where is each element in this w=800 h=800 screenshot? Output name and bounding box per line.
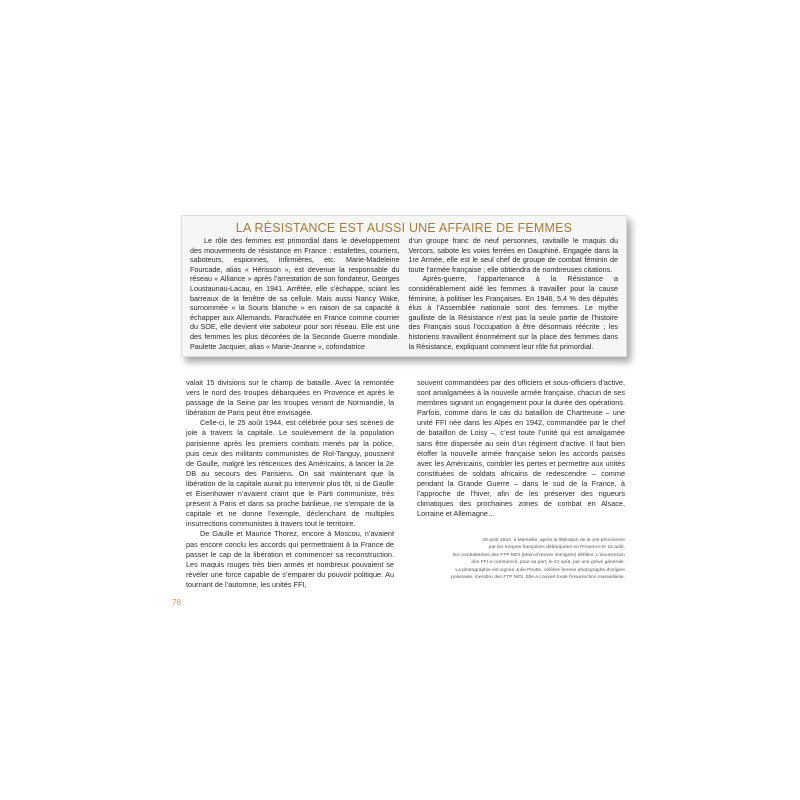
- sidebar-paragraph: Après-guerre, l’appartenance à la Résistance a considérablement aidé les femmes à travailler pour la cause féminine, à politiser les Françaises. En 1946, 5,4 % des députés élus à l’Assemblée nationale sont des femmes. Le mythe gaulliste de la Résistance n’est pas la seule partie de l’histoire des Français sous l’occupation à être désormais réécrite ; les historiens travaillent énormément sur la place des femmes dans la Résistance, expliquant comment leur rôle fut primordial.: [408, 274, 618, 351]
- body-column-right: [417, 378, 625, 519]
- body-paragraph: souvent commandées par des officiers et sous-officiers d’active, sont amalgamées à la nouvelle armée française, chacun de ses membres signant un engagement pour la durée des opérations. Parfois, comme dans le cas du bataillon de Chartreuse – une unité FFI née dans les Alpes en 1942, commandée par le chef de bataillon de Loisy –, c’est toute l’unité qui est amalgamée sans être dispersée au sein d’un régiment d’active. Il faut bien étoffer la nouvelle armée française selon les accords passés avec les Américains, combler les pertes et permettre aux unités constituées de soldats africains de redescendre – comme pendant la Grande Guerre – dans le sud de la France, à l’approche de l’hiver, afin de les préserver des rigueurs climatiques des prochaines zones de combat en Alsace, Lorraine et Allemagne…: [417, 378, 625, 519]
- sidebar-columns: [190, 236, 618, 351]
- photo-caption: [425, 537, 625, 581]
- caption-line: 29 août 1944, à Marseille, après la libération de la cité phocéenne: [482, 538, 625, 543]
- sidebar-box: [181, 215, 627, 357]
- sidebar-paragraph: Le rôle des femmes est primordial dans le développement des mouvements de résistance en France : estafettes, courriers, saboteurs, espionnes, infirmières, etc. Marie-Madeleine Fourcade, alias « Hérisson », est devenue la responsable du réseau « Alliance » après l’arrestation de son fondateur, Georges Loustaunau-Lacau, en 1941. Arrêtée, elle s’échappe, sciant les barreaux de la fenêtre de sa cellule. Mais aussi Nancy Wake, surnommée « la Souris blanche » en raison de sa capacité à échapper aux Allemands. Parachutée en France comme courrier du SOE, elle devient vite saboteur pour son réseau. Elle est une des femmes les plus décorées de la Seconde Guerre mondiale. Paulette Jacquier, alias « Marie-Jeanne », cofondatrice: [190, 236, 400, 351]
- caption-line: polonaise, membre des FTP MOI. Elle a couvert toute l’insurrection marseillaise.: [451, 575, 625, 581]
- body-paragraph: Celle-ci, le 25 août 1944, est célébrée pour ses scènes de joie à travers la capitale. Le soulèvement de la population parisienne après les premiers combats menés par la police, puis ceux des militants communistes de Rol-Tanguy, poussent de Gaulle, malgré les réticences des Américains, à lancer la 2e DB au secours des Parisiens. On sait maintenant que la libération de la capitale aurait pu intervenir plus tôt, si de Gaulle et Eisenhower n’avaient craint que le Parti communiste, très présent à Paris et dans sa proche banlieue, ne s’empare de la capitale et ne donne l’exemple, déclenchant de multiples insurrections communistes à travers tout le territoire.: [186, 418, 394, 529]
- body-column-left: [186, 378, 394, 590]
- caption-line: La photographie est signée Julia Pirotte, célèbre femme photographe d’origine: [455, 567, 625, 573]
- sidebar-column-right: [409, 236, 619, 351]
- sidebar-column-left: [190, 236, 400, 351]
- body-paragraph: De Gaulle et Maurice Thorez, encore à Moscou, n’avaient pas encore conclu les accords qui permettraient à la France de passer le cap de la libération et commencer sa reconstruction. Les maquis rouges très bien armés et nombreux pouvaient se révéler une force capable de s’emparer du pouvoir politique. Au tournant de l’automne, les unités FFI,: [186, 529, 394, 589]
- caption-line: les combattantes des FTP MOI (Main-d’œuvre immigrée) défilent. L’insurrection: [452, 552, 625, 558]
- caption-line: par les troupes françaises débarquées en Provence le 15 août,: [488, 545, 625, 551]
- sidebar-title: LA RÉSISTANCE EST AUSSI UNE AFFAIRE DE FEMMES: [235, 221, 573, 235]
- sidebar-paragraph: d’un groupe franc de neuf personnes, ravitaille le maquis du Vercors, sabote les voies ferrées en Dauphiné. Engagée dans la 1re Armée, elle est le seul chef de groupe de combat féminin de toute l’armée française ; elle obtiendra de nombreuses citations.: [408, 236, 618, 274]
- body-paragraph: valait 15 divisions sur le champ de bataille. Avec la remontée vers le nord des troupes débarquées en Provence et après le passage de la Seine par les troupes venant de Normandie, la libération de Paris peut être envisagée.: [186, 378, 394, 418]
- caption-line: des FFI a commencé, pour sa part, le 21 août, par une grève générale.: [471, 560, 625, 566]
- page-number: 78: [172, 598, 181, 607]
